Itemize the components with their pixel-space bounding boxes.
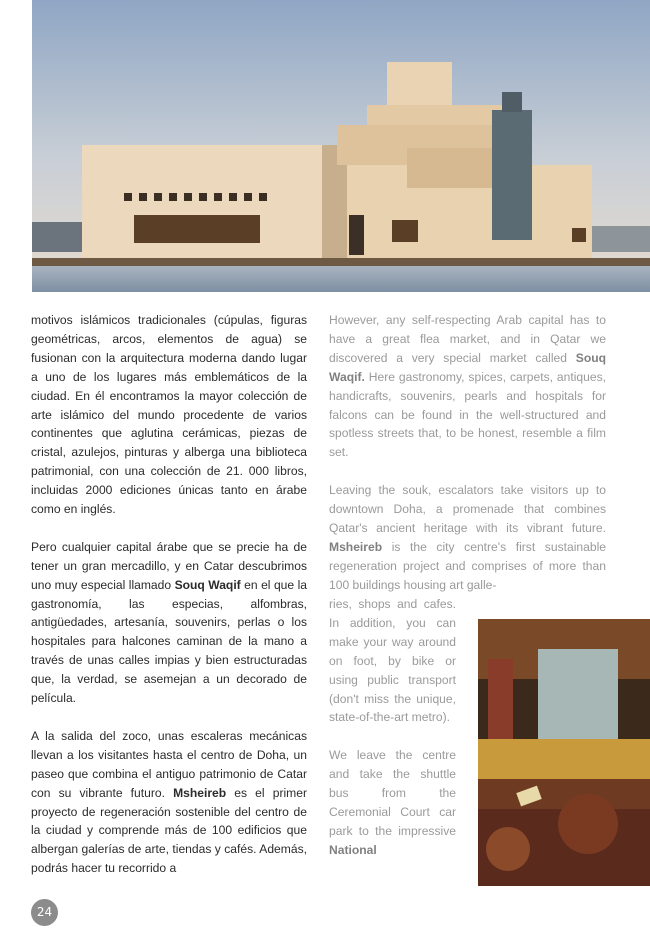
english-paragraph-2-cont: ries, shops and cafes. In addition, you can make your way around on foot, by bike or using public transport (don't miss the unique, state-of-the-art metro). — [329, 597, 456, 725]
bold-term: Msheireb — [173, 785, 227, 800]
text-span: Here gastronomy, spices, carpets, antiques, handicrafts, souvenirs, pearls and hospitals for falcons can be found in the well-structured and spotless streets that, to be honest, resemble a film set. — [329, 369, 606, 460]
page-number-badge: 24 — [31, 899, 58, 926]
bold-term: Msheireb — [329, 539, 383, 554]
bold-term: Souq Waqif. — [329, 350, 606, 384]
spanish-paragraph-2 — [31, 538, 307, 708]
museum-of-islamic-art-photo-icon — [32, 0, 650, 292]
bold-term: National — [329, 842, 377, 857]
text-span: Leaving the souk, escalators take visitors up to downtown Doha, a promenade that combines Qatar's ancient heritage with its vibrant future. — [329, 483, 606, 535]
text-span: Pero cualquier capital árabe que se precie ha de tener un gran mercadillo, y en Catar descubrimos uno muy especial llamado — [31, 539, 307, 592]
spanish-text-column — [31, 311, 307, 897]
museum-photo — [32, 0, 650, 292]
souq-spice-market-photo-icon — [478, 619, 650, 886]
english-paragraph-1 — [329, 311, 606, 462]
english-narrow-column — [329, 595, 456, 879]
text-span: We leave the centre and take the shuttle bus from the Ceremonial Court car park to the impressive — [329, 748, 456, 838]
text-span: A la salida del zoco, unas escaleras mecánicas llevan a los visitantes hasta el centro de Doha, un paseo que combina el antiguo patrimonio de Catar con su vibrante futuro. — [31, 728, 307, 800]
market-photo — [478, 619, 650, 886]
text-span: is the city centre's first sustainable regeneration project and comprises of more than 100 buildings housing art galle- — [329, 539, 606, 592]
text-span: However, any self-respecting Arab capital has to have a great flea market, and in Qatar we discovered a very special market called — [329, 313, 606, 365]
english-text-column — [329, 311, 606, 595]
spanish-paragraph-1: motivos islámicos tradicionales (cúpulas, figuras geométricas, arcos, elementos de agua) se fusionan con la arquitectura moderna dando lugar a uno de los lugares más emblemáticos de la ciudad. En él encontramos la mayor colección de arte islámico del mundo procedente de varios continentes que aglutina cerámicas, piezas de cristal, azulejos, pinturas y alberga una biblioteca patrimonial, con una colección de 21. 000 libros, incluidas 2000 ediciones únicas tanto en árabe como en inglés. — [31, 313, 307, 517]
text-span: es el primer proyecto de regeneración sostenible del centro de la ciudad y comprende más de 100 edificios que albergan galerías de arte, tiendas y cafés. Además, podrás hacer tu recorrido a — [31, 785, 307, 876]
english-paragraph-3 — [329, 746, 456, 859]
spanish-paragraph-3 — [31, 727, 307, 878]
text-span: en el que la gastronomía, las especias, alfombras, antigüedades, artesanía, souvenirs, perlas o los hospitales para halcones caminan de la mano a través de unas calles impias y bien estructuradas que, la verdad, se asemejan a un decorado de película. — [31, 577, 307, 706]
bold-term: Souq Waqif — [174, 577, 241, 592]
english-paragraph-2 — [329, 481, 606, 594]
